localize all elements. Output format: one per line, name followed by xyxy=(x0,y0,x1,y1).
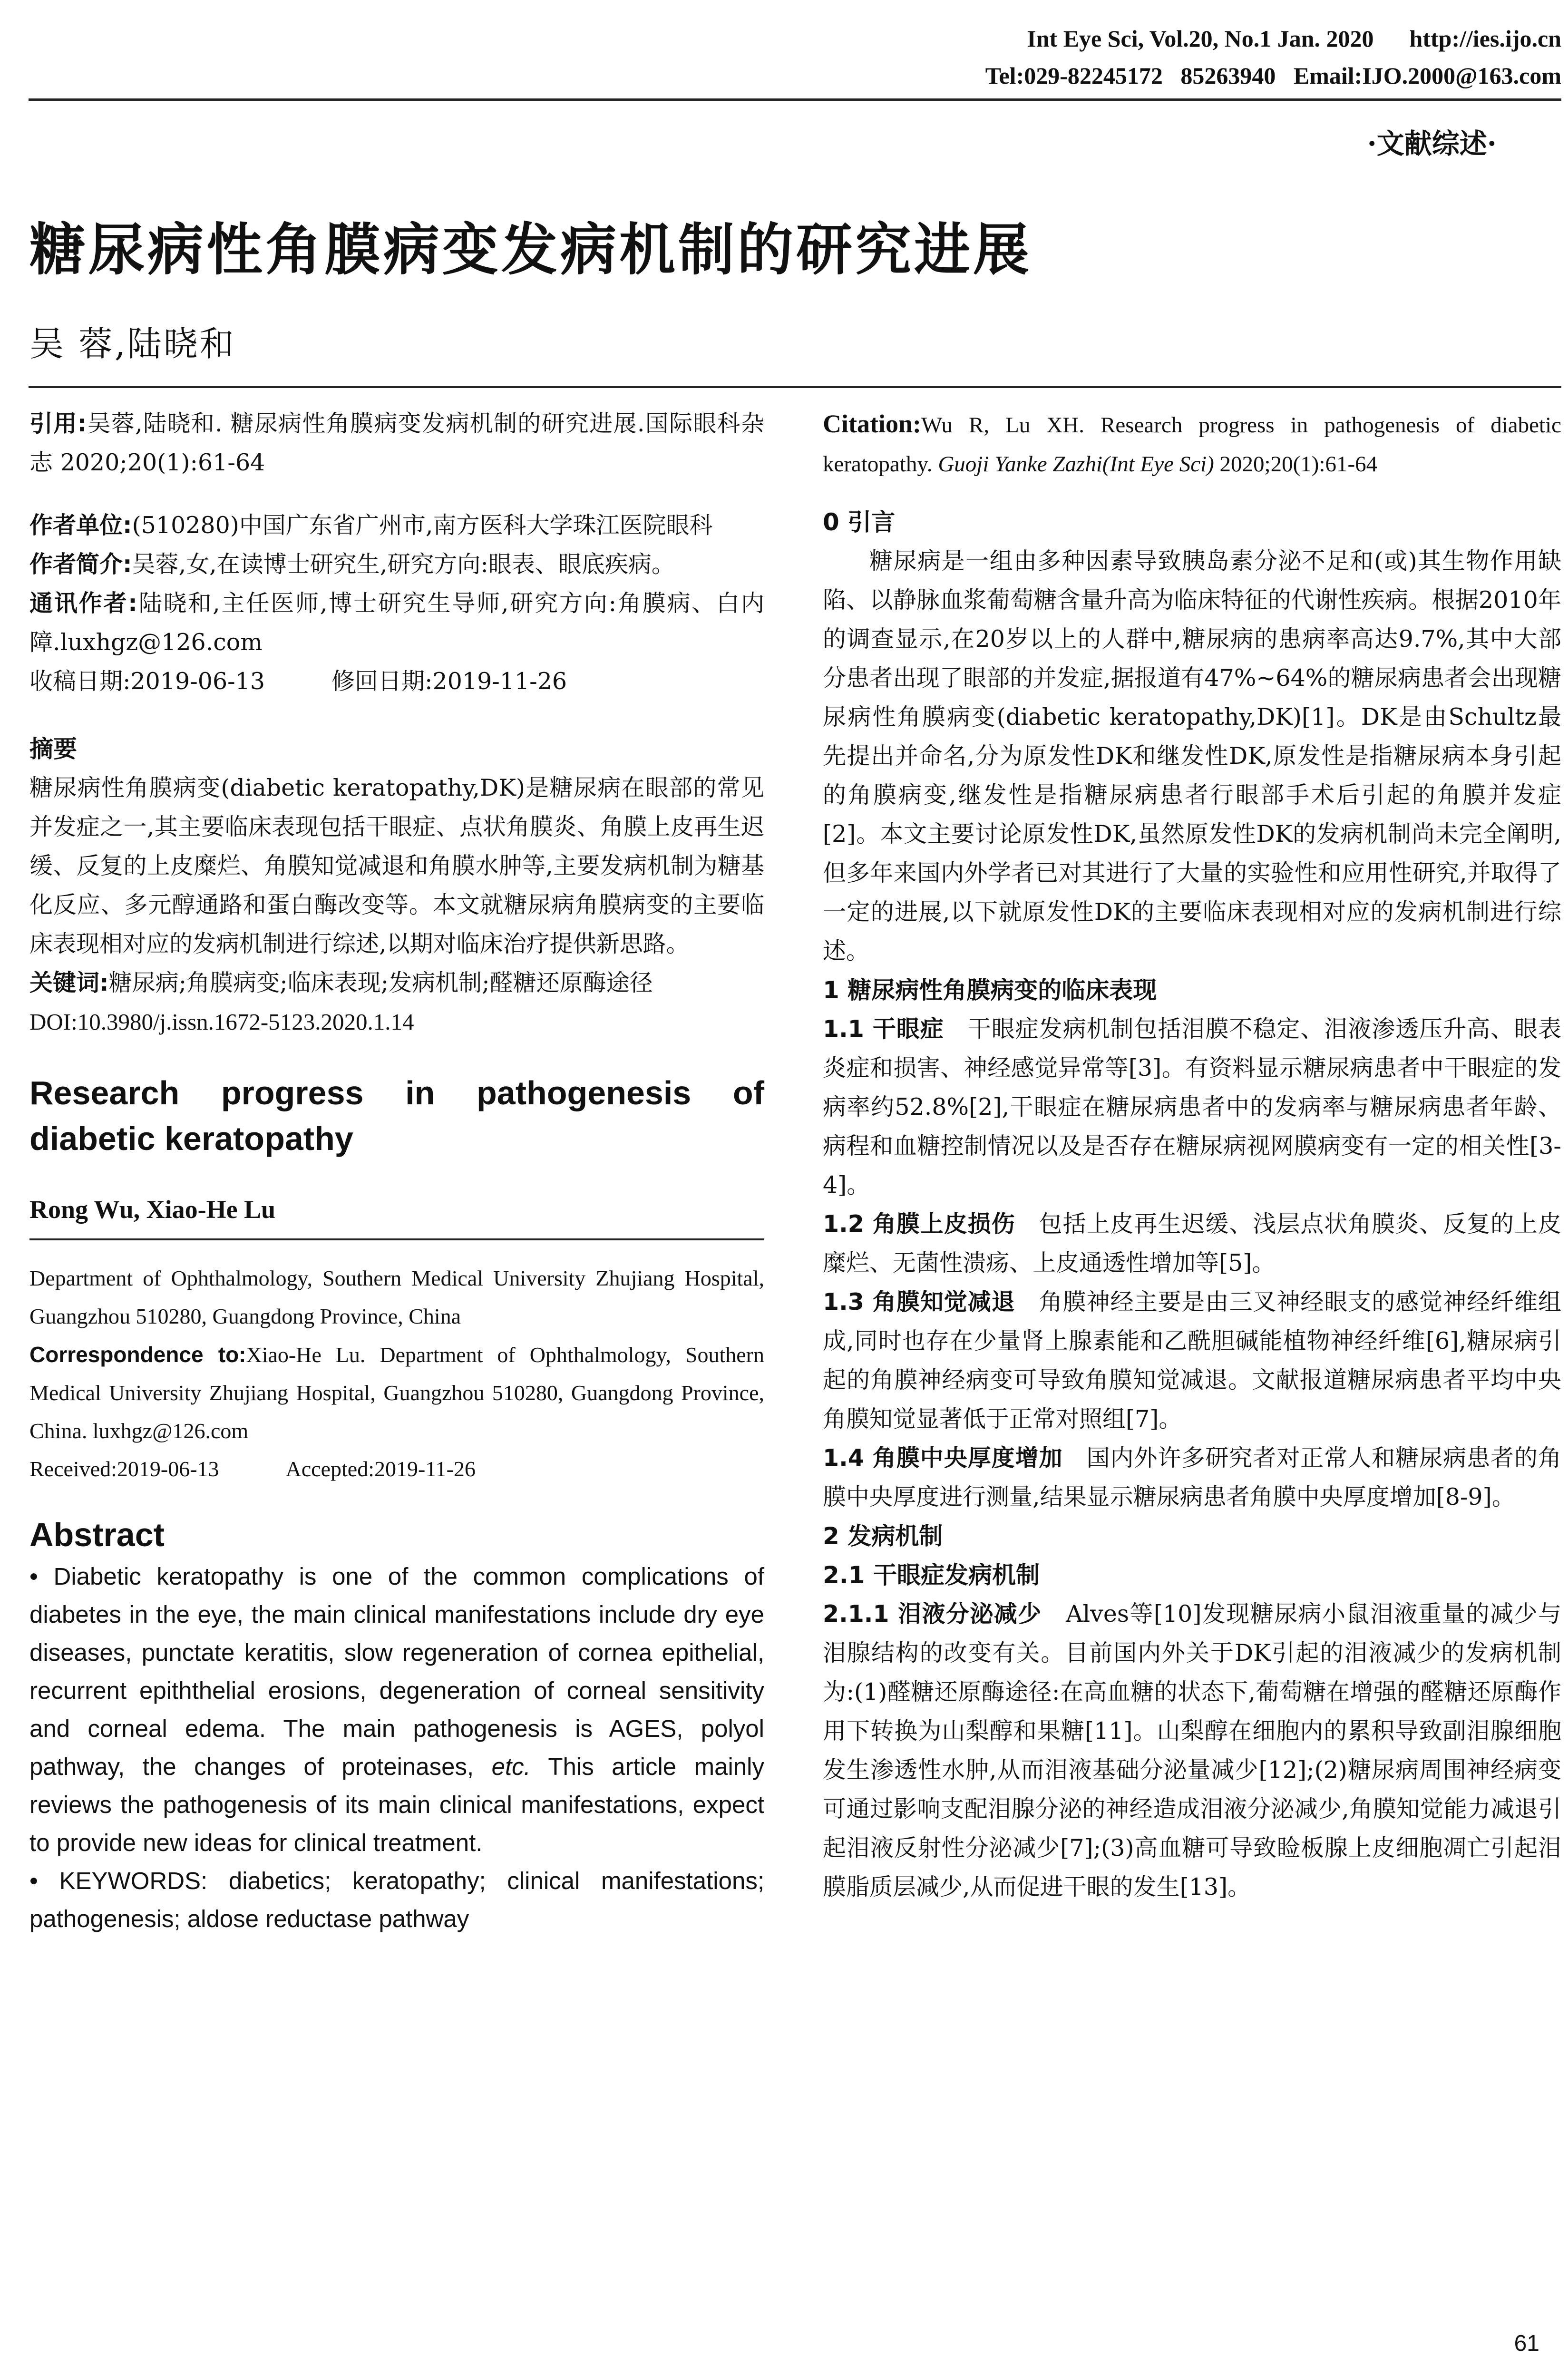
section-1-heading: 1 糖尿病性角膜病变的临床表现 xyxy=(823,976,1157,1004)
abstract-en-part2: This article mainly reviews the pathogenesis of its main clinical manifestations, expect to provide new ideas for clinical treatment. xyxy=(29,1753,764,1856)
left-column xyxy=(29,404,764,1938)
section-1-2-heading: 1.2 角膜上皮损伤 xyxy=(823,1210,1015,1237)
abstract-en-etc: etc. xyxy=(491,1753,531,1780)
corresponding-author xyxy=(29,584,764,662)
section-2-1-1-heading: 2.1.1 泪液分泌减少 xyxy=(823,1600,1042,1627)
citation-cn-text: 吴蓉,陆晓和. 糖尿病性角膜病变发病机制的研究进展.国际眼科杂志 2020;20(1):61-64 xyxy=(29,410,764,476)
title-rule xyxy=(29,386,1561,388)
english-correspondence-label: Correspondence to: xyxy=(29,1342,246,1367)
citation-cn-label: 引用: xyxy=(29,410,87,437)
author-bio-label: 作者简介: xyxy=(29,551,132,578)
revised-date-cn: 修回日期:2019-11-26 xyxy=(331,668,567,695)
accepted-date-en: Accepted:2019-11-26 xyxy=(285,1457,476,1481)
right-column xyxy=(823,404,1561,1907)
page-number: 61 xyxy=(1514,2331,1539,2356)
dates-cn xyxy=(29,662,764,701)
journal-header-line1: Int Eye Sci, Vol.20, No.1 Jan. 2020 http://ies.ijo.cn xyxy=(1027,25,1561,52)
section-1-4-heading: 1.4 角膜中央厚度增加 xyxy=(823,1444,1063,1471)
section-1-3-text: 角膜神经主要是由三叉神经眼支的感觉神经纤维组成,同时也存在少量肾上腺素能和乙酰胆碱能植物神经纤维[6],糖尿病引起的角膜神经病变可导致角膜知觉减退。文献报道糖尿病患者平均中央角膜知觉显著低于正常对照组[7]。 xyxy=(823,1288,1561,1432)
abstract-cn-text: 糖尿病性角膜病变(diabetic keratopathy,DK)是糖尿病在眼部的常见并发症之一,其主要临床表现包括干眼症、点状角膜炎、角膜上皮再生迟缓、反复的上皮糜烂、角膜知觉减退和角膜水肿等,主要发病机制为糖基化反应、多元醇通路和蛋白酶改变等。本文就糖尿病角膜病变的主要临床表现相对应的发病机制进行综述,以期对临床治疗提供新思路。 xyxy=(29,774,764,957)
keywords-en: • KEYWORDS: diabetics; keratopathy; clinical manifestations; pathogenesis; aldose reductase pathway xyxy=(29,1867,764,1932)
corresponding-author-label: 通讯作者: xyxy=(29,590,137,617)
author-bio xyxy=(29,545,764,584)
keywords-cn-label: 关键词: xyxy=(29,969,109,996)
citation-en-label: Citation: xyxy=(823,409,921,438)
dates-en xyxy=(29,1450,764,1488)
section-1-2-text: 包括上皮再生迟缓、浅层点状角膜炎、反复的上皮糜烂、无菌性溃疡、上皮通透性增加等[5]。 xyxy=(823,1210,1561,1276)
author-bio-text: 吴蓉,女,在读博士研究生,研究方向:眼表、眼底疾病。 xyxy=(132,551,675,578)
header-rule xyxy=(29,98,1561,101)
english-authors: Rong Wu, Xiao-He Lu xyxy=(29,1195,276,1224)
affiliation-cn-label: 作者单位: xyxy=(29,512,132,539)
section-1-1-heading: 1.1 干眼症 xyxy=(823,1015,944,1042)
citation-en-journal: Guoji Yanke Zazhi(Int Eye Sci) xyxy=(938,452,1214,477)
section-1-1-text: 干眼症发病机制包括泪膜不稳定、泪液渗透压升高、眼表炎症和损害、神经感觉异常等[3]。有资料显示糖尿病患者中干眼症的发病率约52.8%[2],干眼症在糖尿病患者中的发病率与糖尿病患者年龄、病程和血糖控制情况以及是否存在糖尿病视网膜病变有一定的相关性[3-4]。 xyxy=(823,1015,1561,1198)
english-affiliation: Department of Ophthalmology, Southern Medical University Zhujiang Hospital, Guangzhou 510280, Guangdong Province, China xyxy=(29,1266,764,1328)
section-1-4-text: 国内外许多研究者对正常人和糖尿病患者的角膜中央厚度进行测量,结果显示糖尿病患者角膜中央厚度增加[8-9]。 xyxy=(823,1444,1561,1510)
journal-header-line2: Tel:029-82245172 85263940 Email:IJO.2000@163.com xyxy=(985,62,1561,89)
section-1-1 xyxy=(823,1010,1561,1205)
english-correspondence xyxy=(29,1335,764,1450)
citation-cn xyxy=(29,404,764,482)
abstract-cn-heading: 摘要 xyxy=(29,735,77,763)
section-label: ·文献综述· xyxy=(1367,127,1497,160)
citation-en xyxy=(823,404,1561,484)
citation-en-volume: 2020;20(1):61-64 xyxy=(1214,452,1378,477)
abstract-en-heading: Abstract xyxy=(29,1516,165,1553)
section-1-4 xyxy=(823,1439,1561,1517)
received-date-cn: 收稿日期:2019-06-13 xyxy=(29,668,265,695)
abstract-en-text xyxy=(29,1558,764,1862)
english-correspondence-text: Xiao-He Lu. Department of Ophthalmology, Southern Medical University Zhujiang Hospital, Guangzhou 510280, Guangdong Province, China. luxhgz@126.com xyxy=(29,1343,765,1443)
abstract-en-part1: • Diabetic keratopathy is one of the common complications of diabetes in the eye, the main clinical manifestations include dry eye diseases, punctate keratitis, slow regeneration of cornea epithelial, recurrent epiththelial erosions, degeneration of corneal sensitivity and corneal edema. The main pathogenesis is AGES, polyol pathway, the changes of proteinases, xyxy=(29,1563,764,1780)
citation-en-text: Wu R, Lu XH. Research progress in pathogenesis of diabetic keratopathy. xyxy=(823,413,1561,477)
paper-authors: 吴 蓉,陆晓和 xyxy=(29,324,236,364)
section-2-heading: 2 发病机制 xyxy=(823,1522,943,1550)
affiliation-cn-text: (510280)中国广东省广州市,南方医科大学珠江医院眼科 xyxy=(132,512,713,539)
section-2-1-heading: 2.1 干眼症发病机制 xyxy=(823,1561,1040,1589)
section-2-1-1 xyxy=(823,1595,1561,1907)
doi: DOI:10.3980/j.issn.1672-5123.2020.1.14 xyxy=(29,1009,414,1035)
received-date-en: Received:2019-06-13 xyxy=(29,1457,219,1481)
keywords-cn xyxy=(29,964,764,1003)
section-0-heading: 0 引言 xyxy=(823,508,896,536)
affiliation-cn xyxy=(29,506,764,545)
keywords-cn-text: 糖尿病;角膜病变;临床表现;发病机制;醛糖还原酶途径 xyxy=(108,969,653,996)
english-title: Research progress in pathogenesis of diabetic keratopathy xyxy=(29,1074,764,1157)
english-author-rule xyxy=(29,1238,764,1240)
section-2-1-1-text: Alves等[10]发现糖尿病小鼠泪液重量的减少与泪腺结构的改变有关。目前国内外关于DK引起的泪液减少的发病机制为:(1)醛糖还原酶途径:在高血糖的状态下,葡萄糖在增强的醛糖还原酶作用下转换为山梨醇和果糖[11]。山梨醇在细胞内的累积导致副泪腺细胞发生渗透性水肿,从而泪液基础分泌量减少[12];(2)糖尿病周围神经病变可通过影响支配泪腺分泌的神经造成泪液分泌减少,角膜知觉能力减退引起泪液反射性分泌减少[7];(3)高血糖可导致睑板腺上皮细胞凋亡引起泪膜脂质层减少,从而促进干眼的发生[13]。 xyxy=(823,1600,1561,1900)
corresponding-author-text: 陆晓和,主任医师,博士研究生导师,研究方向:角膜病、白内障.luxhgz@126.com xyxy=(29,590,764,656)
section-1-3-heading: 1.3 角膜知觉减退 xyxy=(823,1288,1015,1315)
paper-title: 糖尿病性角膜病变发病机制的研究进展 xyxy=(29,217,1032,283)
section-1-2 xyxy=(823,1205,1561,1283)
section-0-text: 糖尿病是一组由多种因素导致胰岛素分泌不足和(或)其生物作用缺陷、以静脉血浆葡萄糖含量升高为临床特征的代谢性疾病。根据2010年的调查显示,在20岁以上的人群中,糖尿病的患病率高达9.7%,其中大部分患者出现了眼部的并发症,据报道有47%~64%的糖尿病患者会出现糖尿病性角膜病变(diabetic keratopathy,DK)[1]。DK是由Schultz最先提出并命名,分为原发性DK和继发性DK,原发性是指糖尿病本身引起的角膜病变,继发性是指糖尿病患者行眼部手术后引起的角膜并发症[2]。本文主要讨论原发性DK,虽然原发性DK的发病机制尚未完全阐明,但多年来国内外学者已对其进行了大量的实验性和应用性研究,并取得了一定的进展,以下就原发性DK的主要临床表现相对应的发病机制进行综述。 xyxy=(823,547,1561,964)
section-1-3 xyxy=(823,1283,1561,1439)
